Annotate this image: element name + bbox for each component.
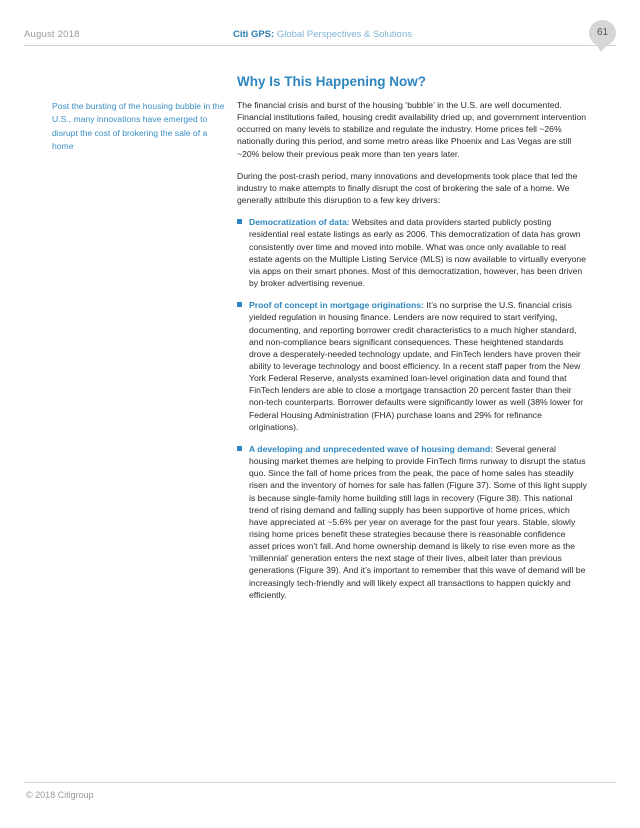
main-content xyxy=(237,70,587,611)
page-badge-pointer-icon xyxy=(596,44,608,52)
paragraph: The financial crisis and burst of the housing ‘bubble’ in the U.S. are well documented. Financial institutions failed, housing credit availability dried up, and government intervention occurred on many levels to stabilize and regulate the industry. Home prices fell ~26% nationally during this period, and some metro areas like Phoenix and Las Vegas are still ~20% below their previous peak more than ten years later. xyxy=(237,100,587,159)
sidebar-callout: Post the bursting of the housing bubble in the U.S., many innovations have emerged to disrupt the cost of brokering the sale of a home xyxy=(52,101,225,151)
footer-copyright: © 2018 Citigroup xyxy=(26,790,94,800)
bullet-text: Websites and data providers started publicly posting residential real estate listings as early as 2006. This democratization of data has grown consistently over time and moved into mobile. What was once only available to real estate agents on the Multiple Listing Service (MLS) is now available to virtually everyone via apps on their smart phones. Most of this democratization, however, has been driven by broker advertising revenue. xyxy=(249,217,587,289)
bullet-title: Proof of concept in mortgage originations: xyxy=(249,300,424,311)
list-item xyxy=(237,216,587,289)
bullet-title: Democratization of data: xyxy=(249,217,350,228)
section-heading: Why Is This Happening Now? xyxy=(237,74,426,89)
bullet-title: A developing and unprecedented wave of housing demand: xyxy=(249,443,494,454)
bullet-text: Several general housing market themes are helping to provide FinTech firms runway to disrupt the status quo. Since the fall of home prices from the peak, the pace of home sales has steadily risen and the inventory of homes for sale has fallen (Figure 37). Some of this light supply is because single-family home building still lags in recovery (Figure 38). This national trend of rising demand and falling supply has been supportive of home prices, which have appreciated at ~5.6% per year on average for the past four years. Stable, slowly rising home prices benefit these strategies because there is reasonable confidence asset prices won’t fall. And home ownership demand is likely to rise even more as the ‘millennial’ generation enters the next stage of their lives, albeit later than previous generations (Figure 39). And it’s important to remember that this wave of demand will be increasingly tech-friendly and will likely expect all transactions to happen quickly and efficiently. xyxy=(249,443,587,600)
footer-divider xyxy=(24,782,616,783)
page-number-badge: 61 xyxy=(589,20,616,46)
header-publication-title xyxy=(233,29,412,40)
header-brand: Citi GPS: xyxy=(233,29,275,40)
square-bullet-icon xyxy=(237,302,242,307)
paragraph: During the post-crash period, many innovations and developments took place that led the industry to make attempts to finally disrupt the cost of brokering the sale of a home. We generally attribute this disruption to a few key drivers: xyxy=(237,170,578,206)
square-bullet-icon xyxy=(237,446,242,451)
header-date: August 2018 xyxy=(24,29,80,40)
header-divider xyxy=(24,45,616,46)
header-title-text: Global Perspectives & Solutions xyxy=(274,29,412,40)
square-bullet-icon xyxy=(237,219,242,224)
page-header xyxy=(0,0,640,56)
bullet-text: It’s no surprise the U.S. financial crisis yielded regulation in housing finance. Lenders are now required to start verifying, documenting, and reporting borrower credit characteristics to a much higher standard, and non-compliance bears significant consequences. These heightened standards drove a desperately-needed technology update, and FinTech lenders have proven their ability to leverage technology and boost efficiency. In a recent staff paper from the New York Federal Reserve, analysts examined loan-level origination data and found that FinTech lenders are able to close a mortgage transaction 20 percent faster than their non-tech counterparts. Borrower defaults were significantly lower as well (38% lower for Federal Housing Administration (FHA) purchase loans and 29% for refinance originations). xyxy=(249,300,584,432)
list-item xyxy=(237,443,587,601)
key-drivers-list xyxy=(237,216,587,601)
list-item xyxy=(237,299,587,433)
